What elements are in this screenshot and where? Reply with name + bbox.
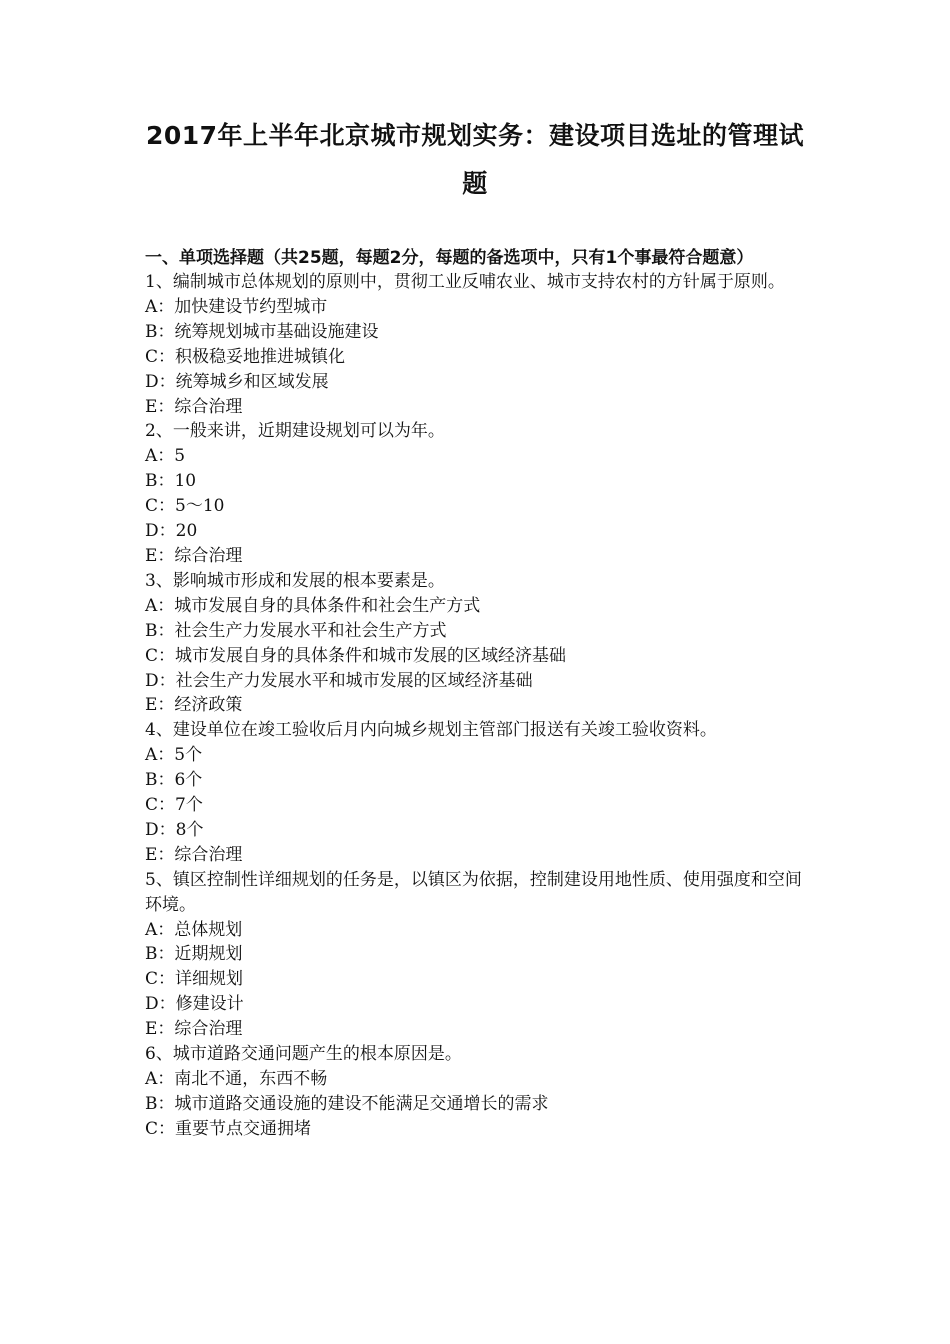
- answer-option: B：近期规划: [145, 944, 243, 965]
- question-block-3: [145, 569, 809, 718]
- answer-option: E：综合治理: [145, 844, 243, 865]
- question-stem: 1、编制城市总体规划的原则中，贯彻工业反哺农业、城市支持农村的方针属于原则。: [145, 272, 785, 292]
- answer-option: D：修建设计: [145, 994, 244, 1015]
- section-heading: 一、单项选择题（共25题，每题2分，每题的备选项中，只有1个事最符合题意）: [145, 248, 754, 268]
- answer-option: E：综合治理: [145, 545, 243, 566]
- question-stem: 6、城市道路交通问题产生的根本原因是。: [145, 1044, 462, 1065]
- answer-option: A：南北不通，东西不畅: [145, 1069, 328, 1089]
- answer-option: C：7个: [145, 795, 203, 816]
- document-body: [145, 246, 809, 1142]
- answer-option: D：社会生产力发展水平和城市发展的区域经济基础: [145, 670, 533, 691]
- question-block-2: [145, 419, 809, 568]
- question-block-6: [145, 1042, 809, 1142]
- question-block-4: [145, 718, 809, 867]
- answer-option: A：5个: [145, 745, 203, 766]
- answer-option: A：5: [145, 446, 186, 467]
- question-stem: 3、影响城市形成和发展的根本要素是。: [145, 570, 445, 591]
- answer-option: C：城市发展自身的具体条件和城市发展的区域经济基础: [145, 645, 567, 666]
- answer-option: E：综合治理: [145, 1019, 243, 1040]
- answer-option: A：总体规划: [145, 919, 243, 940]
- answer-option: C：详细规划: [145, 969, 244, 990]
- answer-option: E：经济政策: [145, 695, 243, 716]
- answer-option: B：10: [145, 471, 197, 492]
- question-stem: 2、一般来讲，近期建设规划可以为年。: [145, 421, 445, 442]
- answer-option: D：统筹城乡和区域发展: [145, 371, 329, 392]
- question-stem: 5、镇区控制性详细规划的任务是，以镇区为依据，控制建设用地性质、使用强度和空间环境。: [145, 869, 802, 915]
- answer-option: B：统筹规划城市基础设施建设: [145, 321, 379, 342]
- answer-option: A：加快建设节约型城市: [145, 296, 328, 317]
- answer-option: B：6个: [145, 770, 203, 791]
- answer-option: A：城市发展自身的具体条件和社会生产方式: [145, 595, 481, 616]
- question-block-5: [145, 868, 809, 1042]
- answer-option: B：社会生产力发展水平和社会生产方式: [145, 620, 447, 641]
- answer-option: E：综合治理: [145, 396, 243, 417]
- answer-option: C：5～10: [145, 496, 225, 517]
- document-title: 2017年上半年北京城市规划实务：建设项目选址的管理试题: [145, 121, 805, 198]
- question-block-1: [145, 270, 809, 419]
- question-stem: 4、建设单位在竣工验收后月内向城乡规划主管部门报送有关竣工验收资料。: [145, 720, 717, 741]
- answer-option: C：积极稳妥地推进城镇化: [145, 346, 346, 367]
- answer-option: D：20: [145, 521, 198, 542]
- answer-option: D：8个: [145, 819, 204, 840]
- answer-option: C：重要节点交通拥堵: [145, 1118, 312, 1139]
- answer-option: B：城市道路交通设施的建设不能满足交通增长的需求: [145, 1093, 549, 1114]
